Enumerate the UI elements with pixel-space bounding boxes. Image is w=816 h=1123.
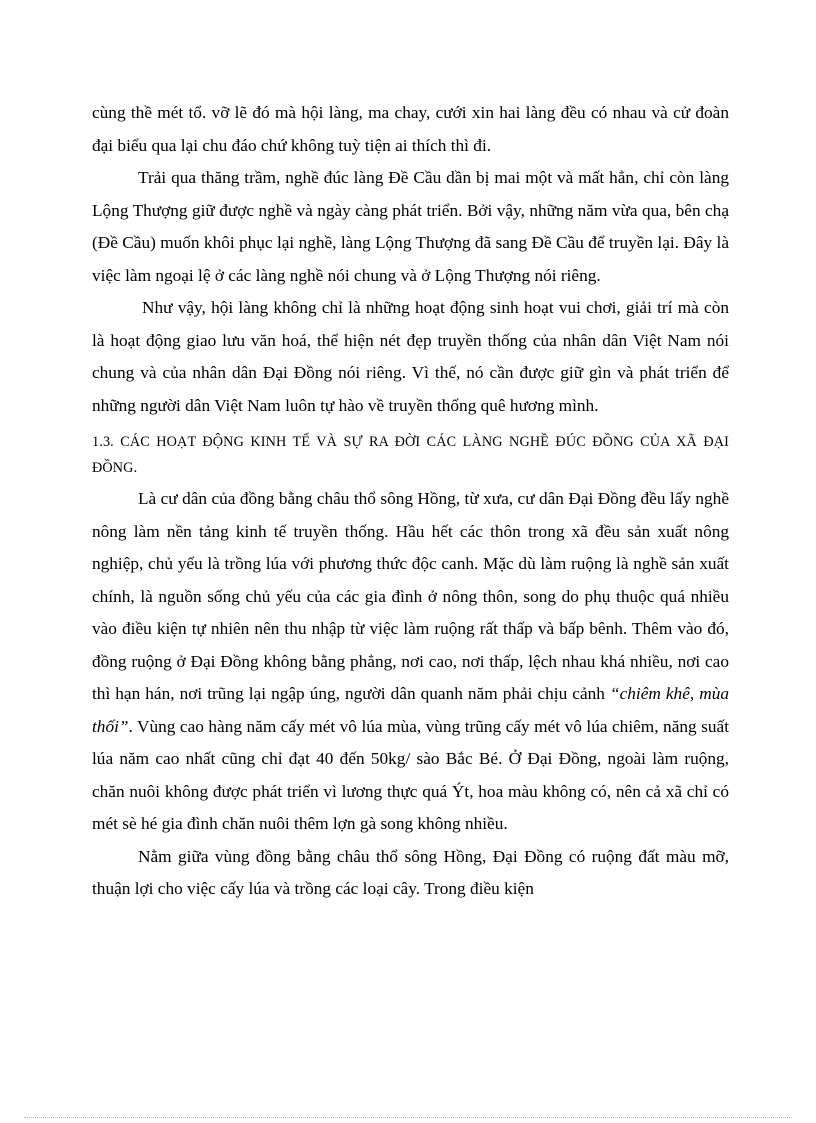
agriculture-text-end: . Vùng cao hàng năm cấy mét vô lúa mùa, vùng trũng cấy mét vô lúa chiêm, năng suất lúa năm cao nhất cũng chỉ đạt 40 đến 50kg/ sào Bắc Bé. Ở Đại Đồng, ngoài làm ruộng, chăn nuôi không được phát triển vì lương thực quá Ýt, hoa màu không có, nên cả xã chỉ có mét sè hé gia đình chăn nuôi thêm lợn gà song không nhiều. bbox=[92, 716, 729, 833]
section-heading: 1.3. CÁC HOẠT ĐỘNG KINH TẾ VÀ SỰ RA ĐỜI CÁC LÀNG NGHỀ ĐÚC ĐỒNG CỦA XÃ ĐẠI ĐỒNG. bbox=[92, 434, 729, 476]
page-body bbox=[92, 97, 729, 906]
quoted-saying: “chiêm khê, mùa thối” bbox=[92, 684, 729, 736]
paragraph-continued: cùng thề mét tổ. vỡ lẽ đó mà hội làng, ma chay, cưới xin hai làng đều có nhau và cử đoàn đại biểu qua lại chu đáo chứ không tuỳ tiện ai thích thì đi. bbox=[92, 103, 729, 155]
paragraph-fertile-land: Nằm giữa vùng đồng bằng châu thổ sông Hồng, Đại Đồng có ruộng đất màu mỡ, thuận lợi cho việc cấy lúa và trồng các loại cây. Trong điều kiện bbox=[92, 846, 729, 898]
page-bottom-rule bbox=[24, 1117, 792, 1118]
paragraph-agriculture bbox=[92, 483, 729, 841]
paragraph-de-cau-craft: Trải qua thăng trầm, nghề đúc làng Đề Cầu dần bị mai một và mất hẳn, chỉ còn làng Lộng Thượng giữ được nghề và ngày càng phát triển. Bởi vậy, những năm vừa qua, bên chạ (Đề Cầu) muốn khôi phục lại nghề, làng Lộng Thượng đã sang Đề Cầu để truyền lại. Đây là việc làm ngoại lệ ở các làng nghề nói chung và ở Lộng Thượng nói riêng. bbox=[92, 168, 729, 285]
paragraph-village-festival: Như vậy, hội làng không chỉ là những hoạt động sinh hoạt vui chơi, giải trí mà còn là hoạt động giao lưu văn hoá, thể hiện nét đẹp truyền thống của nhân dân Việt Nam nói chung và của nhân dân Đại Đồng nói riêng. Vì thế, nó cần được giữ gìn và phát triển để những người dân Việt Nam luôn tự hào về truyền thống quê hương mình. bbox=[92, 298, 729, 415]
agriculture-text-start: Là cư dân của đồng bằng châu thổ sông Hồng, từ xưa, cư dân Đại Đồng đều lấy nghề nông làm nền tảng kinh tế truyền thống. Hầu hết các thôn trong xã đều sản xuất nông nghiệp, chủ yếu là trồng lúa với phương thức độc canh. Mặc dù làm ruộng là nghề sản xuất chính, là nguồn sống chủ yếu của các gia đình ở nông thôn, song do phụ thuộc quá nhiều vào điều kiện tự nhiên nên thu nhập từ việc làm ruộng rất thấp và bấp bênh. Thêm vào đó, đồng ruộng ở Đại Đồng không bằng phẳng, nơi cao, nơi thấp, lệch nhau khá nhiều, nơi cao thì hạn hán, nơi trũng lại ngập úng, người dân quanh năm phải chịu cảnh bbox=[92, 489, 729, 703]
